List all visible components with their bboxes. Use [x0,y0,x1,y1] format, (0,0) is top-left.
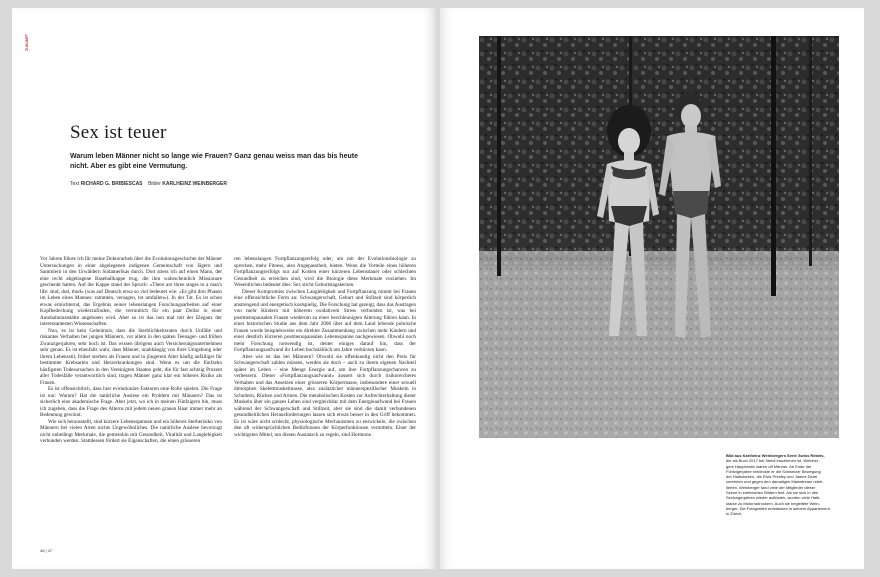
body-column-2 [234,256,416,438]
caption-line: Sechzigerjahren wieder auflösten, wurden viele Halb- [726,495,821,501]
paragraph: Es ist offensichtlich, dass hier evolutionäre Faktoren eine Rolle spielen. Die Frage ist nur: Warum? Hat die natürliche Auslese ein Problem mit Männern? Das ist sicherlich eine akademische Frage. Aber jetzt, wo ich in meinen Fünfzigern bin, muss ich zugeben, dass die Frage des Alterns mit jedem neuen grauen Haar immer mehr an Bedeutung gewinnt. [40,386,222,418]
left-page [12,8,436,569]
byline [70,181,227,187]
caption-line: der Halbstarken, die Elvis Presley und James Dean [726,474,818,480]
photo-illustration [479,36,839,438]
paragraph: Vor Jahren führte ich für meine Doktorarbeit über die Evolutionsgeschichte der Männer Untersuchungen in einer abgelegenen indigenen Gemeinschaft von Jägern und Sammlern in den Urwäldern Südamerikas durch. Dort stiess ich auf einen Mann, der eine recht abgetragene Baseballkappe trug, die ihm wahrscheinlich Missionare geschenkt hatten. Auf der Kappe stand der Spruch: «There are three stages to a man's life: stud, dud, thud» (was auf Deutsch etwa so viel bedeutet wie: «Es gibt drei Phasen im Leben eines Mannes: rammeln, versagen, tot umfallen»). In der Tat. Es ist schon etwas ernüchternd, das Ergebnis seiner lebenslangen Forschungsarbeiten auf einer Kopfbedeckung wiederzufinden, die vermutlich für ein paar Dollar in einer Autobahnraststätte angeboten wird. Aber so ist das nun mal mit der Eleganz der interessantesten Wissenschaften. [40,256,222,327]
caption-line: verehrten und gegen den damaligen Mainstream rebel- [726,479,824,485]
caption-line: Bild aus Karlheinz Weinbergers Serie Swiss Rebels, [726,453,825,458]
caption-line: lierten. Weinberger fand viele der Mitglieder dieser [726,484,816,490]
byline-text-label: Text [70,181,80,187]
right-page [440,8,864,569]
photo-caption [726,453,836,517]
byline-author: RICHARD G. BRIBIESCAS [80,181,143,187]
caption-line: Szene in zahlreichen Bildern fest. Als sie sich in den [726,490,819,496]
paragraph: Wie sich herausstellt, sind kürzere Lebensspannen und ein höheres Sterberisiko von Männern bei vielen Arten nichts Ungewöhnliches. Die natürliche Auslese bevorzugt nicht unbedingt Merkmale, die gemeinhin mit Gesundheit, Vitalität und Langlebigkeit verbunden werden. Stattdessen fördert sie Eigenschaften, die einen grösseren [40,418,222,444]
page-numbers: 46 | 47 [40,548,53,553]
caption-line: gers Hauptmotiv waren oft Männer. Ab Ende der [726,463,812,469]
caption-line: in Zürich. [726,511,743,517]
byline-images-label: Bilder [148,181,161,187]
article-title: Sex ist teuer [70,122,167,143]
body-column-1 [40,256,222,445]
caption-line: die als Buch 2017 bei Steidl erschienen ist. Weinber- [726,458,820,464]
caption-line: starke zu Motorradrockern. Auch sie begleitete Wein- [726,500,820,506]
black-and-white-photo [479,36,839,438]
section-tag: ZUKUNFT [25,34,29,51]
article-deck: Warum leben Männer nicht so lange wie Frauen? Ganz genau weiss man das bis heute nicht. Aber es gibt eine Vermutung. [70,153,358,170]
paragraph: Nun, es ist kein Geheimnis, dass die Sterblichkeitsraten durch Unfälle und riskantes Verhalten bei jungen Männern, vor allem in den späten Teenager- und frühen Zwanzigerjahren, sehr hoch ist. Das wissen übrigens auch Versicherungsunternehmen sehr genau. Es ist ebenfalls wahr, dass Männer, unabhängig von ihrer Umgebung oder ihrem Lebensstil, früher sterben als Frauen und in jüngerem Alter häufig anfälliger für bestimmte Krebsarten und Herzerkrankungen sind. Wenn es um die fünfzehn häufigsten Todesursachen in den Vereinigten Staaten geht, die für fast achtzig Prozent aller Todesfälle verantwortlich sind, tragen Männer ganz klar ein höheres Risiko als Frauen. [40,327,222,386]
caption-line: Fünfzigerjahre entdeckte er die Schweizer Bewegung [726,468,821,474]
byline-photographer: KARLHEINZ WEINBERGER [162,181,227,187]
paragraph: Aber wie ist das bei Männern? Obwohl sie offenkundig nicht den Preis für Schwangerschaft zahlen müssen, werden sie doch – auch zu ihrem eigenen Nachteil später im Leben – eine Menge Energie auf, um ihre Fortpflanzungschancen zu verbessern. Dieser «Fortpflanzungsaufwand» äussert sich durch risikoreicheres Verhalten und das Ansetzen einer grösseren Körpermasse, insbesondere einer sexuell dimorphen Skelettmuskelmasse, also zusätzlicher männerspezifischer Muskeln in Schultern, Rücken und Armen. Die metabolischen Kosten zur Aufrechterhaltung dieser Muskeln über ein ganzes Leben sind vergleichbar mit dem Energieaufwand bei Frauen während der Schwangerschaft und Stillzeit, aber sie sind die damit verbundenen gesundheitlichen Herausforderungen lassen sich etwas besser in den Griff bekommen. Es ist wäre nicht schlecht, physiologische Mechanismen zu entwickeln, die zwischen den oft widersprüchlichen Bedürfnissen der Körperfunktionen vermitteln. Einer der wichtigsten Mittel, um diesen Austausch zu regeln, sind Hormone. [234,353,416,438]
caption-line: berger. Die Fotografien entstanden in seinem Appartement [726,505,830,511]
paragraph: ren lebenslangen Fortpflanzungserfolg oder, um mit der Evolutionsbiologie zu sprechen, mehr Fitness, also Angepasstheit, bieten. Wenn die Vorteile eines höheren Fortpflanzungserfolgs nur auf Kosten einer kürzeren Lebensdauer oder schlechten Gesundheit zu erreichen sind, wird die Biologie diese Merkmale vorziehen. Im Wesentlichen bedeutet dies: Sex sticht Geburtstagskerzen. [234,256,416,288]
paragraph: Dieser Kompromiss zwischen Langlebigkeit und Fortpflanzung nimmt bei Frauen eine offensichtliche Form an: Schwangerschaft, Geburt und Stillzeit sind körperlich anstrengend und energetisch kostspielig. Die Forschung hat gezeigt, dass das Austragen von mehr Kindern mit höherem oxidativem Stress verbunden ist, was bei postmenopausalen Frauen wiederum zu einer beschleunigten Alterung führen kann. In einer historischen Studie aus dem Jahr 2006 über auf dem Land lebende polnische Frauen wurde beispielsweise ein direkter Zusammenhang zwischen mehr Kindern und einer deutlich kürzeren postmenopausalen Lebensspanne nachgewiesen. Obwohl noch mehr Forschung notwendig ist, deutet einiges darauf hin, dass der Fortpflanzungsaufwand ihr Leben buchstäblich um Jahre verkürzen kann. [234,288,417,353]
